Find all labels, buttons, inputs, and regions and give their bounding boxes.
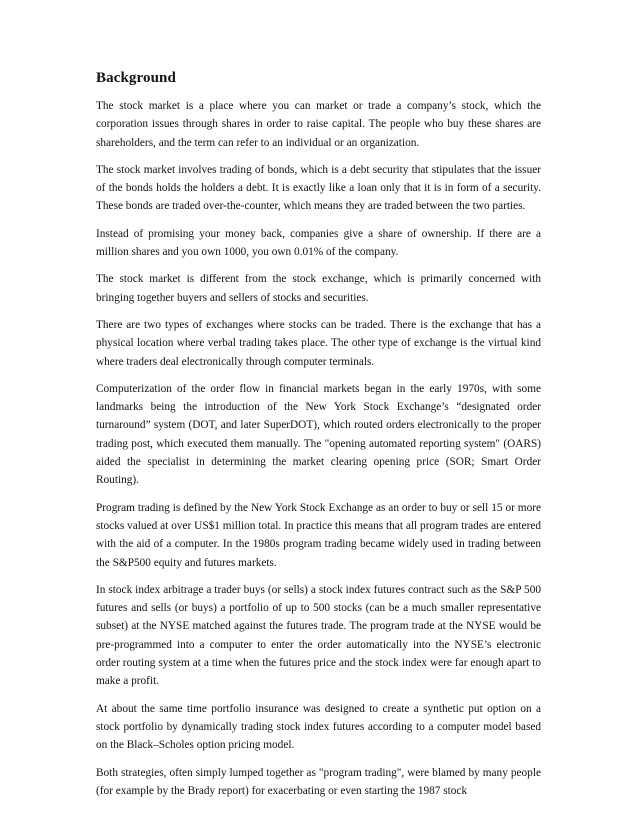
paragraph-share-ownership: Instead of promising your money back, companies give a share of ownership. If there are a million shares and you own 1000, you own 0.01% of the company. (96, 227, 541, 259)
paragraph-both-strategies: Both strategies, often simply lumped together as "program trading", were blamed by many people (for example by the Brady report) for exacerbating or even starting the 1987 stock (96, 766, 541, 797)
document-body (96, 68, 541, 809)
paragraph-stock-exchange: The stock market is different from the stock exchange, which is primarily concerned with bringing together buyers and sellers of stocks and securities. (96, 273, 541, 304)
paragraph-index-arbitrage: In stock index arbitrage a trader buys (or sells) a stock index futures contract such as the S&P 500 futures and sells (or buys) a portfolio of up to 500 stocks (can be a much smaller representative subset) at the NYSE matched against the futures trade. The program trade at the NYSE would be pre-programmed into a computer to enter the order automatically into the NYSE’s electronic order routing system at a time when the futures price and the stock index were far enough apart to make a profit. (96, 583, 541, 688)
paragraph-portfolio-insurance: At about the same time portfolio insurance was designed to create a synthetic put option on a stock portfolio by dynamically trading stock index futures according to a computer model based on the Black–Scholes option pricing model. (96, 702, 541, 752)
paragraph-program-trading: Program trading is defined by the New York Stock Exchange as an order to buy or sell 15 or more stocks valued at over US$1 million total. In practice this means that all program trades are entered with the aid of a computer. In the 1980s program trading became widely used in trading between the S&P500 equity and futures markets. (96, 501, 541, 569)
section-heading: Background (96, 70, 176, 86)
paragraph-bonds: The stock market involves trading of bonds, which is a debt security that stipulates that the issuer of the bonds holds the holders a debt. It is exactly like a loan only that it is in form of a security. These bonds are traded over-the-counter, which means they are traded between the two parties. (96, 163, 541, 213)
paragraph-exchange-types: There are two types of exchanges where stocks can be traded. There is the exchange that has a physical location where verbal trading takes place. The other type of exchange is the virtual kind where traders deal electronically through computer terminals. (96, 318, 541, 368)
paragraph-stock-market-definition: The stock market is a place where you can market or trade a company’s stock, which the corporation issues through shares in order to raise capital. The people who buy these shares are shareholders, and the term can refer to an individual or an organization. (96, 100, 541, 149)
paragraph-computerization: Computerization of the order flow in financial markets began in the early 1970s, with some landmarks being the introduction of the New York Stock Exchange’s “designated order turnaround” system (DOT, and later SuperDOT), which routed orders electronically to the proper trading post, which executed them manually. The "opening automated reporting system" (OARS) aided the specialist in determining the market clearing opening price (SOR; Smart Order Routing). (96, 382, 541, 487)
